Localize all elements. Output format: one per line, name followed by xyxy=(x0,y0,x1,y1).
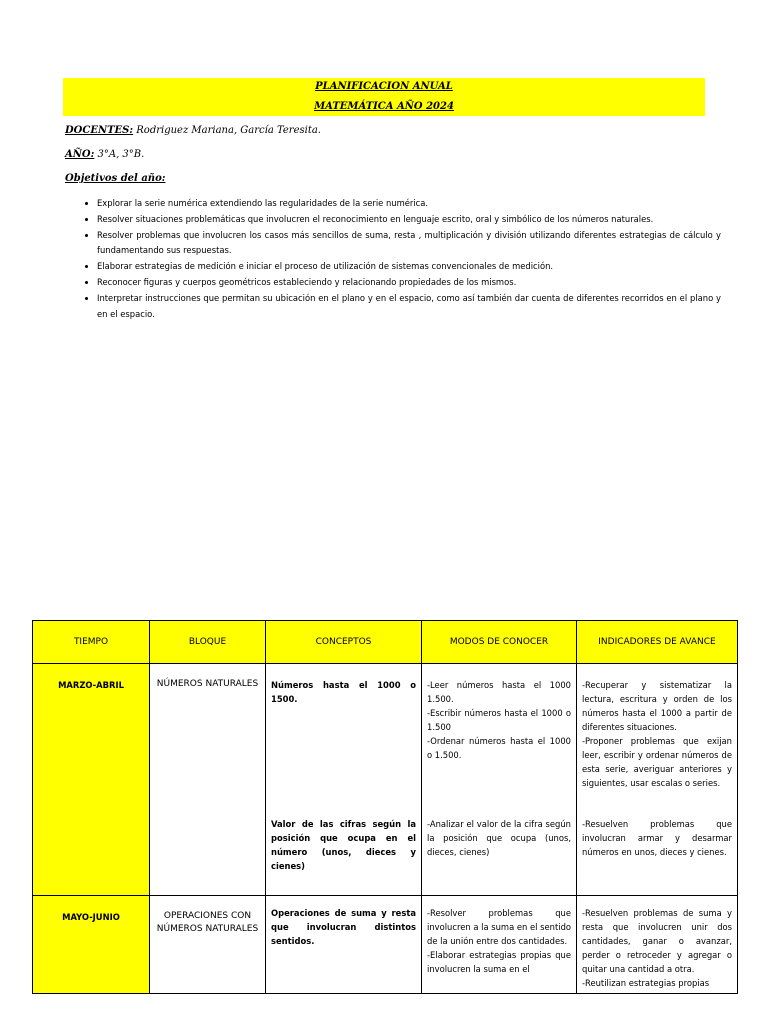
list-item: • Explorar la serie numérica extendiendo las regularidades de la serie numérica. xyxy=(97,196,721,212)
list-item: • Resolver problemas que involucren los casos más sencillos de suma, resta , multiplicación y división utilizando diferentes estrategias de cálculo y fundamentando sus respuestas. xyxy=(97,228,721,260)
indicador-text: -Resuelven problemas que involucran armar y desarmar números en unos, dieces y cienes. xyxy=(582,819,732,857)
anio-value: 3°A, 3°B. xyxy=(94,149,145,160)
list-item: • Resolver situaciones problemáticas que involucren el reconocimiento en lenguaje escrito, oral y simbólico de los números naturales. xyxy=(97,212,721,228)
anio-label: AÑO: xyxy=(65,149,95,160)
concepto-text: Valor de las cifras según la posición que ocupa en el número (unos, dieces y cienes) xyxy=(271,819,416,871)
header-bloque: BLOQUE xyxy=(150,621,266,664)
objetivos-title: Objetivos del año: xyxy=(65,173,166,184)
docentes-label: DOCENTES: xyxy=(65,125,134,136)
cell-indicadores xyxy=(577,896,738,994)
docentes-value: Rodriguez Mariana, García Teresita. xyxy=(133,125,321,136)
cell-indicadores xyxy=(577,664,738,896)
modo-text: -Analizar el valor de la cifra según la posición que ocupa (unos, dieces, cienes) xyxy=(427,819,571,857)
header-tiempo: TIEMPO xyxy=(33,621,150,664)
cell-conceptos xyxy=(266,896,422,994)
docentes-line xyxy=(65,125,321,136)
document-title: PLANIFICACION ANUAL xyxy=(315,81,453,92)
planning-table xyxy=(32,620,738,994)
concepto-text: Operaciones de suma y resta que involucran distintos sentidos. xyxy=(271,908,416,946)
modo-text: -Leer números hasta el 1000 1.500. -Escribir números hasta el 1000 o 1.500 -Ordenar números hasta el 1000 o 1.500. xyxy=(427,680,571,760)
cell-modos xyxy=(422,664,577,896)
cell-bloque: NÚMEROS NATURALES xyxy=(150,664,266,896)
header-indicadores-de-avance: INDICADORES DE AVANCE xyxy=(577,621,738,664)
list-item: • Interpretar instrucciones que permitan su ubicación en el plano y en el espacio, como así también dar cuenta de diferentes recorridos en el plano y en el espacio. xyxy=(97,291,721,323)
list-item: • Reconocer figuras y cuerpos geométricos estableciendo y relacionando propiedades de los mismos. xyxy=(97,275,721,291)
table-row xyxy=(33,896,738,994)
anio-line xyxy=(65,149,144,160)
list-item: • Elaborar estrategias de medición e iniciar el proceso de utilización de sistemas convencionales de medición. xyxy=(97,259,721,275)
header-conceptos: CONCEPTOS xyxy=(266,621,422,664)
indicador-text: -Resuelven problemas de suma y resta que involucren unir dos cantidades, ganar o avanzar, perder o retroceder y agregar o quitar una cantidad a otra. -Reutilizan estrategias propias xyxy=(582,908,732,988)
indicador-text: -Recuperar y sistematizar la lectura, escritura y orden de los números hasta el 1000 a partir de diferentes situaciones. -Proponer problemas que exijan leer, escribir y ordenar números de esta serie, averiguar anteriores y siguientes, usar escalas o series. xyxy=(582,680,732,788)
cell-bloque: OPERACIONES CON NÚMEROS NATURALES xyxy=(150,896,266,994)
header-modos-de-conocer: MODOS DE CONOCER xyxy=(422,621,577,664)
cell-modos xyxy=(422,896,577,994)
cell-tiempo: MAYO-JUNIO xyxy=(33,896,150,994)
objectives-list xyxy=(80,196,721,322)
title-band xyxy=(63,78,705,116)
concepto-text: Números hasta el 1000 o 1500. xyxy=(271,680,416,704)
objetivos-heading xyxy=(65,173,165,184)
table-header-row xyxy=(33,621,738,664)
cell-tiempo: MARZO-ABRIL xyxy=(33,664,150,896)
cell-conceptos xyxy=(266,664,422,896)
modo-text: -Resolver problemas que involucren a la suma en el sentido de la unión entre dos cantidades. -Elaborar estrategias propias que involucren la suma en el xyxy=(427,908,572,974)
table-row xyxy=(33,664,738,896)
document-subtitle: MATEMÁTICA AÑO 2024 xyxy=(314,101,454,112)
